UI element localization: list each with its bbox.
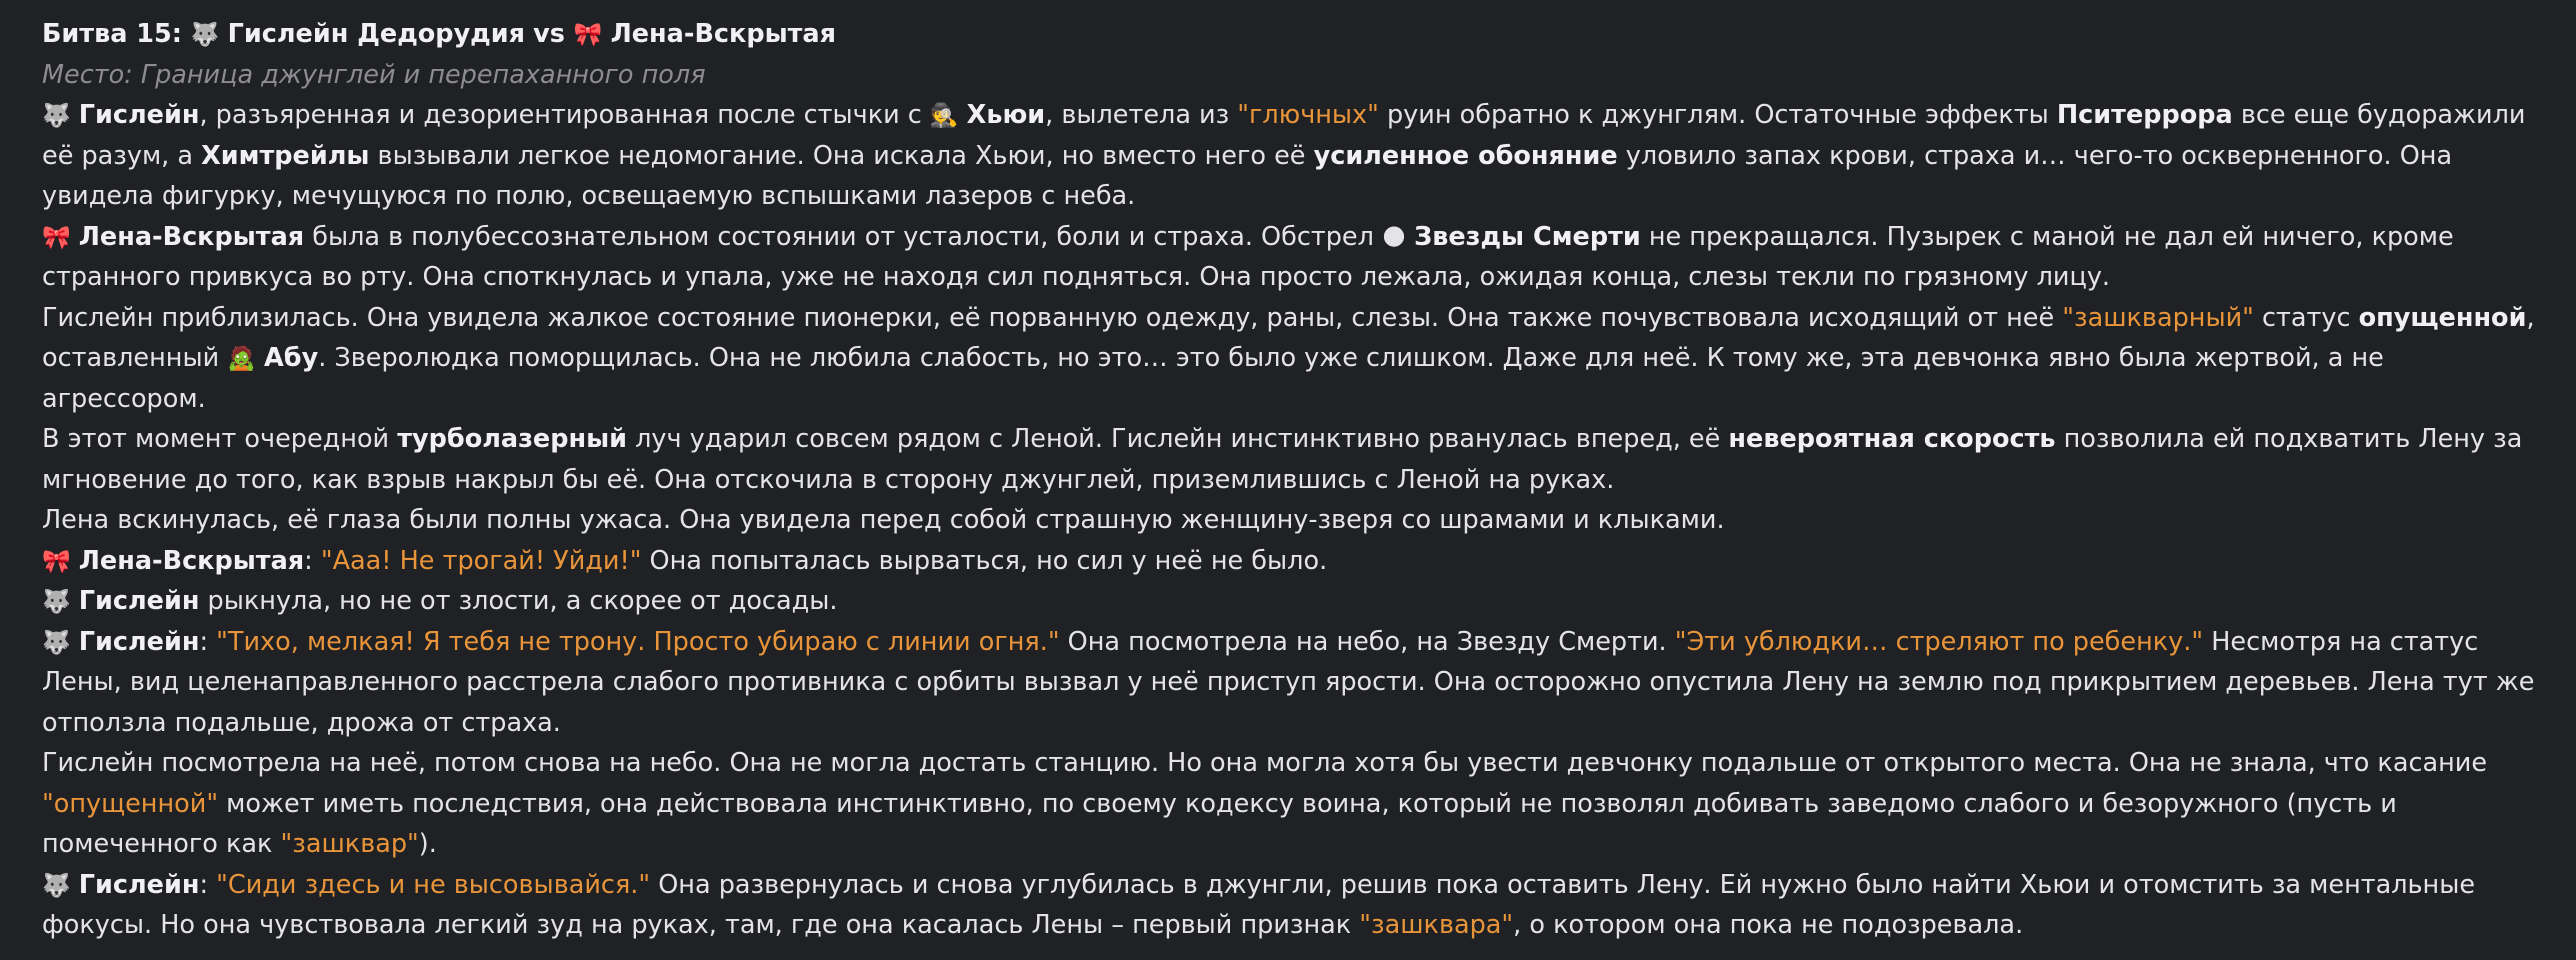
- bold-text: Гислейн: [78, 869, 200, 900]
- highlighted-quote: "зашкварный": [2062, 302, 2254, 333]
- text-run: Гислейн посмотрела на неё, потом снова на небо. Она не могла достать станцию. Но она могла хотя бы увести девчонку подальше от открытого места. Она не знала, что касание: [42, 748, 2488, 778]
- wolf-icon: 🐺: [190, 22, 220, 48]
- bold-text: Гислейн: [78, 586, 200, 616]
- text-run: статус: [2253, 302, 2359, 333]
- wolf-icon: 🐺: [42, 629, 71, 656]
- text-run: Несмотря на статус Лены, вид целенаправленного расстрела слабого противника с орбиты вызвал у неё приступ ярости. Она осторожно опустила Лену на землю под прикрытием деревьев. Лена тут же отползла подальше, дрожа от страха.: [42, 626, 2535, 738]
- story-paragraph: [42, 865, 2542, 946]
- text-run: , оставленный: [42, 302, 2535, 373]
- bold-text: усиленное обоняние: [1313, 140, 1618, 171]
- versus-text: vs: [533, 19, 574, 49]
- story-paragraph: [42, 500, 2542, 541]
- text-run: , разъяренная и дезориентированная после стычки с: [199, 100, 930, 130]
- story-body: [42, 95, 2542, 946]
- highlighted-quote: "Ааа! Не трогай! Уйди!": [320, 545, 642, 576]
- bold-text: турболазерный: [397, 424, 628, 454]
- battle-title: [42, 14, 2542, 55]
- text-run: вызывали легкое недомогание. Она искала Хьюи, но вместо него её: [369, 140, 1314, 171]
- location-subtitle: Место: Граница джунглей и перепаханного поля: [42, 59, 706, 90]
- highlighted-quote: "глючных": [1237, 100, 1379, 130]
- bow-icon: 🎀: [42, 224, 71, 251]
- bold-text: Лена-Вскрытая: [78, 545, 305, 576]
- deathstar-icon: 🌑: [1381, 224, 1406, 251]
- bold-text: Гислейн: [78, 626, 200, 657]
- bold-text: Пситеррора: [2056, 100, 2233, 130]
- text-run: [71, 100, 79, 130]
- text-run: , о котором она пока не подозревала.: [1513, 910, 2024, 940]
- text-run: Лена вскинулась, её глаза были полны ужаса. Она увидела перед собой страшную женщину-зверя со шрамами и клыками.: [42, 505, 1725, 535]
- text-run: луч ударил совсем рядом с Леной. Гислейн инстинктивно рванулась вперед, её: [627, 424, 1729, 454]
- text-run: [71, 586, 79, 616]
- bold-text: Химтрейлы: [201, 140, 370, 171]
- detective-icon: 🕵: [929, 103, 959, 129]
- bold-text: Хьюи: [966, 100, 1046, 130]
- story-paragraph: [42, 298, 2542, 420]
- story-paragraph: [42, 581, 2542, 622]
- battle-title-prefix: Битва 15:: [42, 19, 191, 49]
- text-run: не прекращался. Пузырек с маной не дал ей ничего, кроме странного привкуса во рту. Она споткнулась и упала, уже не находя сил подняться. Она просто лежала, ожидая конца, слезы текли по грязному лицу.: [42, 221, 2454, 292]
- text-run: [71, 870, 79, 900]
- highlighted-quote: "Тихо, мелкая! Я тебя не трону. Просто убираю с линии огня.": [216, 626, 1060, 657]
- text-run: , вылетела из: [1045, 100, 1238, 130]
- text-run: может иметь последствия, она действовала инстинктивно, по своему кодексу воина, который не позволял добивать заведомо слабого и безоружного (пусть и помеченного как: [42, 788, 2397, 859]
- wolf-icon: 🐺: [42, 103, 71, 129]
- bold-text: опущенной: [2358, 302, 2527, 333]
- text-run: [959, 100, 967, 130]
- text-run: :: [199, 869, 217, 900]
- highlighted-quote: "зашквара": [1359, 910, 1514, 940]
- text-run: уловило запах крови, страха и… чего-то оскверненного. Она увидела фигурку, мечущуюся по полю, освещаемую вспышками лазеров с неба.: [42, 140, 2453, 211]
- bold-text: Гислейн: [78, 100, 200, 130]
- highlighted-quote: "зашквар": [280, 829, 419, 859]
- bold-text: Абу: [264, 343, 319, 373]
- text-run: была в полубессознательном состоянии от усталости, боли и страха. Обстрел: [304, 221, 1382, 252]
- text-run: В этот момент очередной: [42, 424, 398, 454]
- text-run: Она посмотрела на небо, на Звезду Смерти.: [1059, 626, 1675, 657]
- bow-icon: 🎀: [42, 548, 71, 575]
- text-run: позволила ей подхватить Лену за мгновение до того, как взрыв накрыл бы её. Она отскочила в сторону джунглей, приземлившись с Леной на руках.: [42, 424, 2523, 495]
- story-paragraph: [42, 541, 2542, 582]
- text-run: [256, 343, 264, 373]
- story-paragraph: [42, 419, 2542, 500]
- text-run: [71, 546, 79, 576]
- text-run: :: [304, 545, 321, 576]
- highlighted-quote: "опущенной": [42, 788, 219, 819]
- bow-icon: 🎀: [573, 22, 603, 48]
- fighter2-name: Лена-Вскрытая: [610, 19, 836, 49]
- story-paragraph: [42, 622, 2542, 744]
- wolf-icon: 🐺: [42, 872, 71, 899]
- text-run: [1406, 222, 1414, 252]
- bold-text: Лена-Вскрытая: [78, 221, 305, 252]
- bold-text: Звезды Смерти: [1414, 221, 1641, 252]
- text-run: руин обратно к джунглям. Остаточные эффекты: [1378, 100, 2057, 130]
- highlighted-quote: "Сиди здесь и не высовывайся.": [216, 869, 651, 900]
- text-run: . Зверолюдка поморщилась. Она не любила слабость, но это… это было уже слишком. Даже для неё. К тому же, эта девчонка явно была жертвой, а не агрессором.: [42, 343, 2384, 414]
- text-run: Гислейн приблизилась. Она увидела жалкое состояние пионерки, её порванную одежду, раны, слезы. Она также почувствовала исходящий от неё: [42, 302, 2063, 333]
- highlighted-quote: "Эти ублюдки… стреляют по ребенку.": [1674, 626, 2204, 657]
- text-run: рыкнула, но не от злости, а скорее от досады.: [199, 586, 838, 616]
- text-run: все еще будоражили её разум, а: [42, 100, 2526, 171]
- text-run: Она развернулась и снова углубилась в джунгли, решив пока оставить Лену. Ей нужно было найти Хьюи и отомстить за ментальные фокусы. Но она чувствовала легкий зуд на руках, там, где она касалась Лены – первый признак: [42, 869, 2476, 940]
- text-run: [71, 222, 79, 252]
- text-run: ).: [418, 829, 437, 859]
- bold-text: невероятная скорость: [1728, 424, 2056, 454]
- story-paragraph: [42, 743, 2542, 865]
- abu-icon: 🧟: [227, 346, 256, 372]
- story-paragraph: [42, 95, 2542, 217]
- text-run: Она попыталась вырваться, но сил у неё не было.: [641, 545, 1328, 576]
- story-paragraph: [42, 217, 2542, 298]
- fighter1-name: Гислейн Дедорудия: [227, 19, 526, 49]
- wolf-icon: 🐺: [42, 589, 71, 615]
- message-content: [42, 14, 2542, 946]
- text-run: :: [199, 626, 217, 657]
- text-run: [71, 627, 79, 657]
